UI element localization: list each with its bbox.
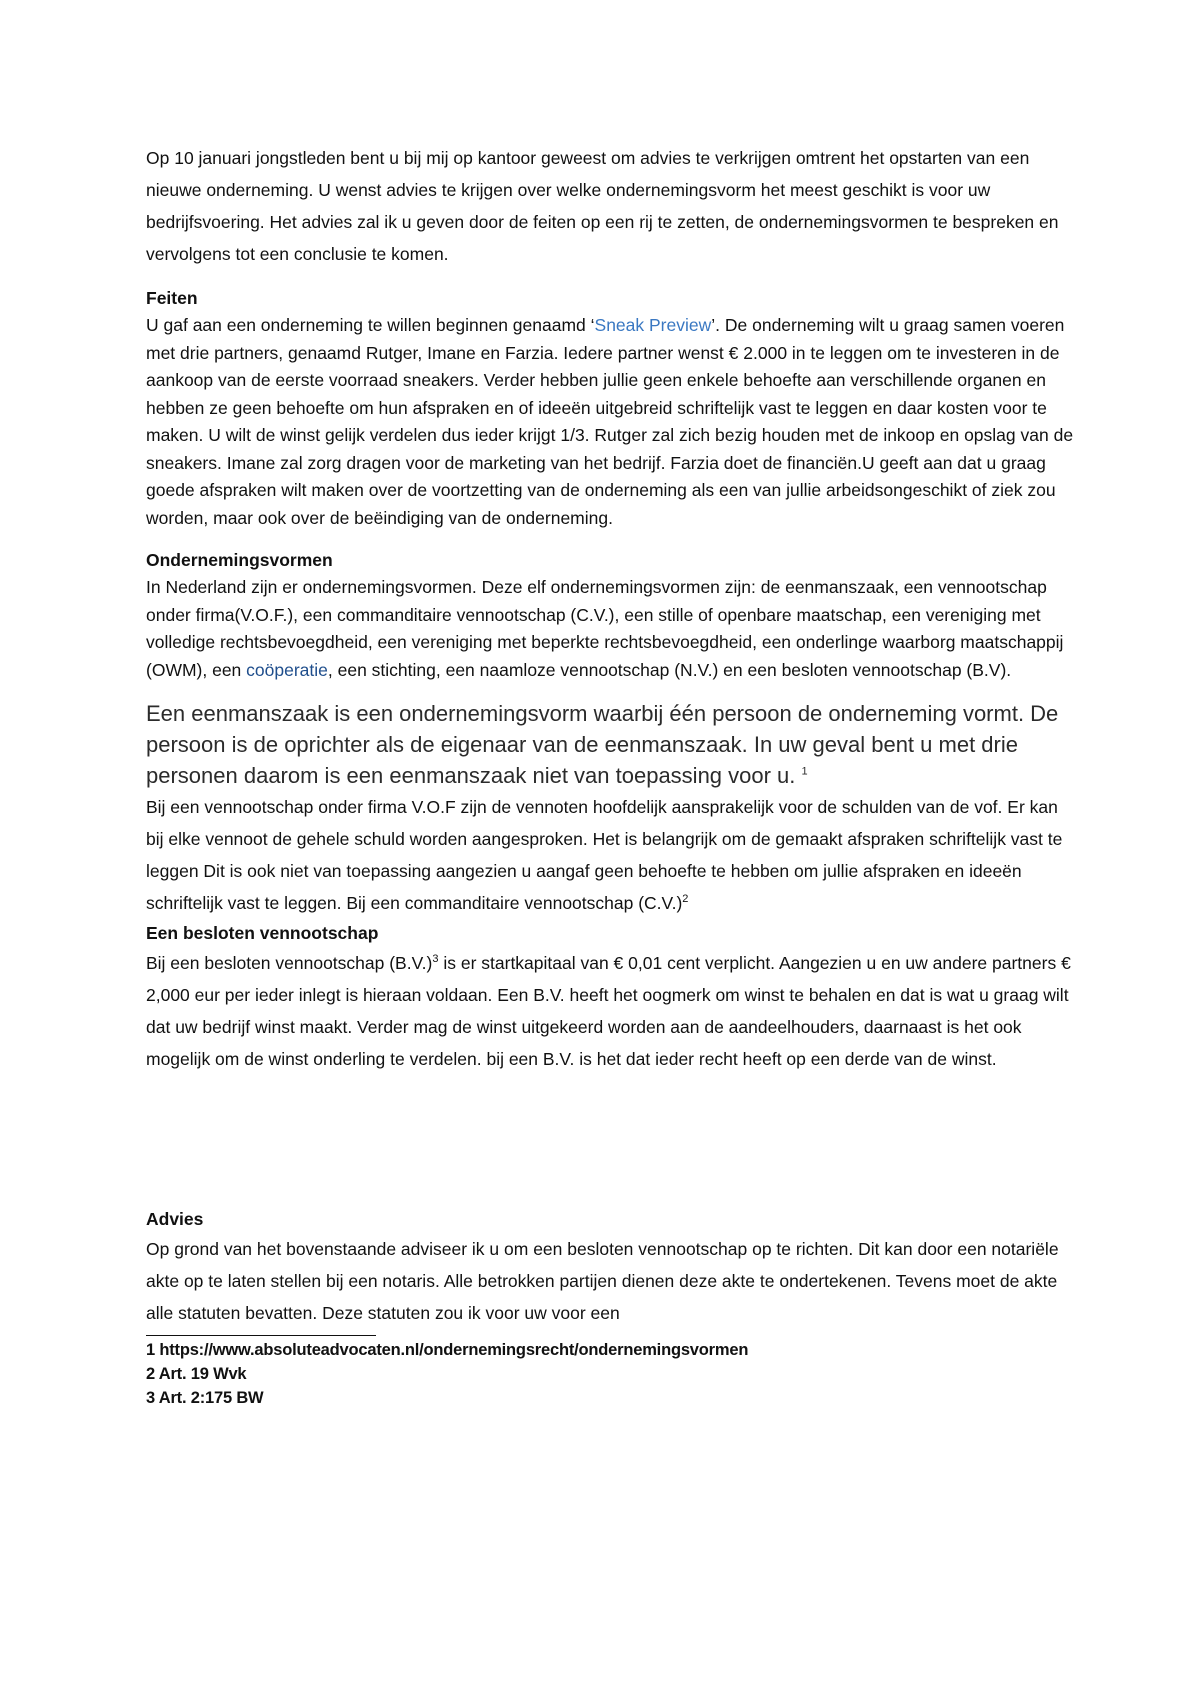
quote-open: ‘ [590,315,595,335]
bv-paragraph [146,947,1076,1075]
document-body [146,142,1076,1410]
footnote-1: 1 https://www.absoluteadvocaten.nl/ondernemingsrecht/ondernemingsvormen [146,1341,749,1359]
bv-text-start: Bij een besloten vennootschap (B.V.) [146,953,433,973]
eenmanszaak-paragraph [146,698,1076,791]
footnote-ref-2[interactable]: 2 [682,893,689,906]
company-name: Sneak Preview [594,315,712,335]
feiten-paragraph [146,312,1076,532]
vof-paragraph [146,791,1076,919]
cooperatie-link[interactable]: coöperatie [246,659,328,680]
quote-close: ’ [711,315,716,335]
section-heading-advies: Advies [146,1209,204,1229]
bv-text-end: is er startkapitaal van € 0,01 cent verplicht. Aangezien u en uw andere partners € 2,000 eur per ieder inlegt is hieraan voldaan. Een B.V. heeft het oogmerk om winst te behalen en dat is wat u graag wilt dat uw bedrijf winst maakt. Verder mag de winst uitgekeerd worden aan de aandeelhouders, daarnaast is het ook mogelijk om de winst onderling te verdelen. bij een B.V. is het dat ieder recht heeft op een derde van de winst. [146,953,1071,1069]
eenmanszaak-text: Een eenmanszaak is een ondernemingsvorm waarbij één persoon de onderneming vormt. De persoon is de oprichter als de eigenaar van de eenmanszaak. In uw geval bent u met drie personen daarom is een eenmanszaak niet van toepassing voor u. [146,701,1059,788]
section-heading-feiten: Feiten [146,288,198,308]
feiten-text-start: U gaf aan een onderneming te willen beginnen genaamd [146,315,591,335]
feiten-text-end: . De onderneming wilt u graag samen voeren met drie partners, genaamd Rutger, Imane en Farzia. Iedere partner wenst € 2.000 in te leggen om te investeren in de aankoop van de eerste voorraad sneakers. Verder hebben jullie geen enkele behoefte aan verschillende organen en hebben ze geen behoefte om hun afspraken en of ideeën uitgebreid schriftelijk vast te leggen en daar kosten voor te maken. U wilt de winst gelijk verdelen dus ieder krijgt 1/3. Rutger zal zich bezig houden met de inkoop en opslag van de sneakers. Imane zal zorg dragen voor de marketing van het bedrijf. Farzia doet de financiën.U geeft aan dat u graag goede afspraken wilt maken over de voortzetting van de onderneming als een van jullie arbeidsongeschikt of ziek zou worden, maar ook over de beëindiging van de onderneming. [146,315,1074,528]
footnote-3: 3 Art. 2:175 BW [146,1389,264,1407]
footnote-2: 2 Art. 19 Wvk [146,1365,247,1383]
vof-text: Bij een vennootschap onder firma V.O.F zijn de vennoten hoofdelijk aansprakelijk voor de schulden van de vof. Er kan bij elke vennoot de gehele schuld worden aangesproken. Het is belangrijk om de gemaakt afspraken schriftelijk vast te leggen Dit is ook niet van toepassing aangezien u aangaf geen behoefte te hebben om jullie afspraken en ideeën schriftelijk vast te leggen. Bij een commanditaire vennootschap (C.V.) [146,797,1063,913]
footnote-separator [146,1335,376,1336]
footnote-ref-1[interactable]: 1 [801,765,808,778]
footnote-ref-3[interactable]: 3 [432,953,439,966]
section-heading-bv: Een besloten vennootschap [146,923,379,943]
advies-paragraph: Op grond van het bovenstaande adviseer ik u om een besloten vennootschap op te richten. Dit kan door een notariële akte op te laten stellen bij een notaris. Alle betrokken partijen dienen deze akte te ondertekenen. Tevens moet de akte alle statuten bevatten. Deze statuten zou ik voor uw voor een [146,1239,1059,1323]
vormen-text-end: , een stichting, een naamloze vennootschap (N.V.) en een besloten vennootschap (B.V). [327,659,1012,680]
section-heading-ondernemingsvormen: Ondernemingsvormen [146,550,333,570]
ondernemingsvormen-paragraph [146,574,1076,684]
vormen-text-start: In Nederland zijn er ondernemingsvormen. Deze elf ondernemingsvormen zijn: de eenmanszaak, een vennootschap onder firma(V.O.F.), een commanditaire vennootschap (C.V.), een stille of openbare maatschap, een vereniging met volledige rechtsbevoegdheid, een vereniging met beperkte rechtsbevoegdheid, een onderlinge waarborg maatschappij (OWM), een [146,577,1064,680]
intro-paragraph: Op 10 januari jongstleden bent u bij mij op kantoor geweest om advies te verkrijgen omtrent het opstarten van een nieuwe onderneming. U wenst advies te krijgen over welke ondernemingsvorm het meest geschikt is voor uw bedrijfsvoering. Het advies zal ik u geven door de feiten op een rij te zetten, de ondernemingsvormen te bespreken en vervolgens tot een conclusie te komen. [146,148,1059,264]
